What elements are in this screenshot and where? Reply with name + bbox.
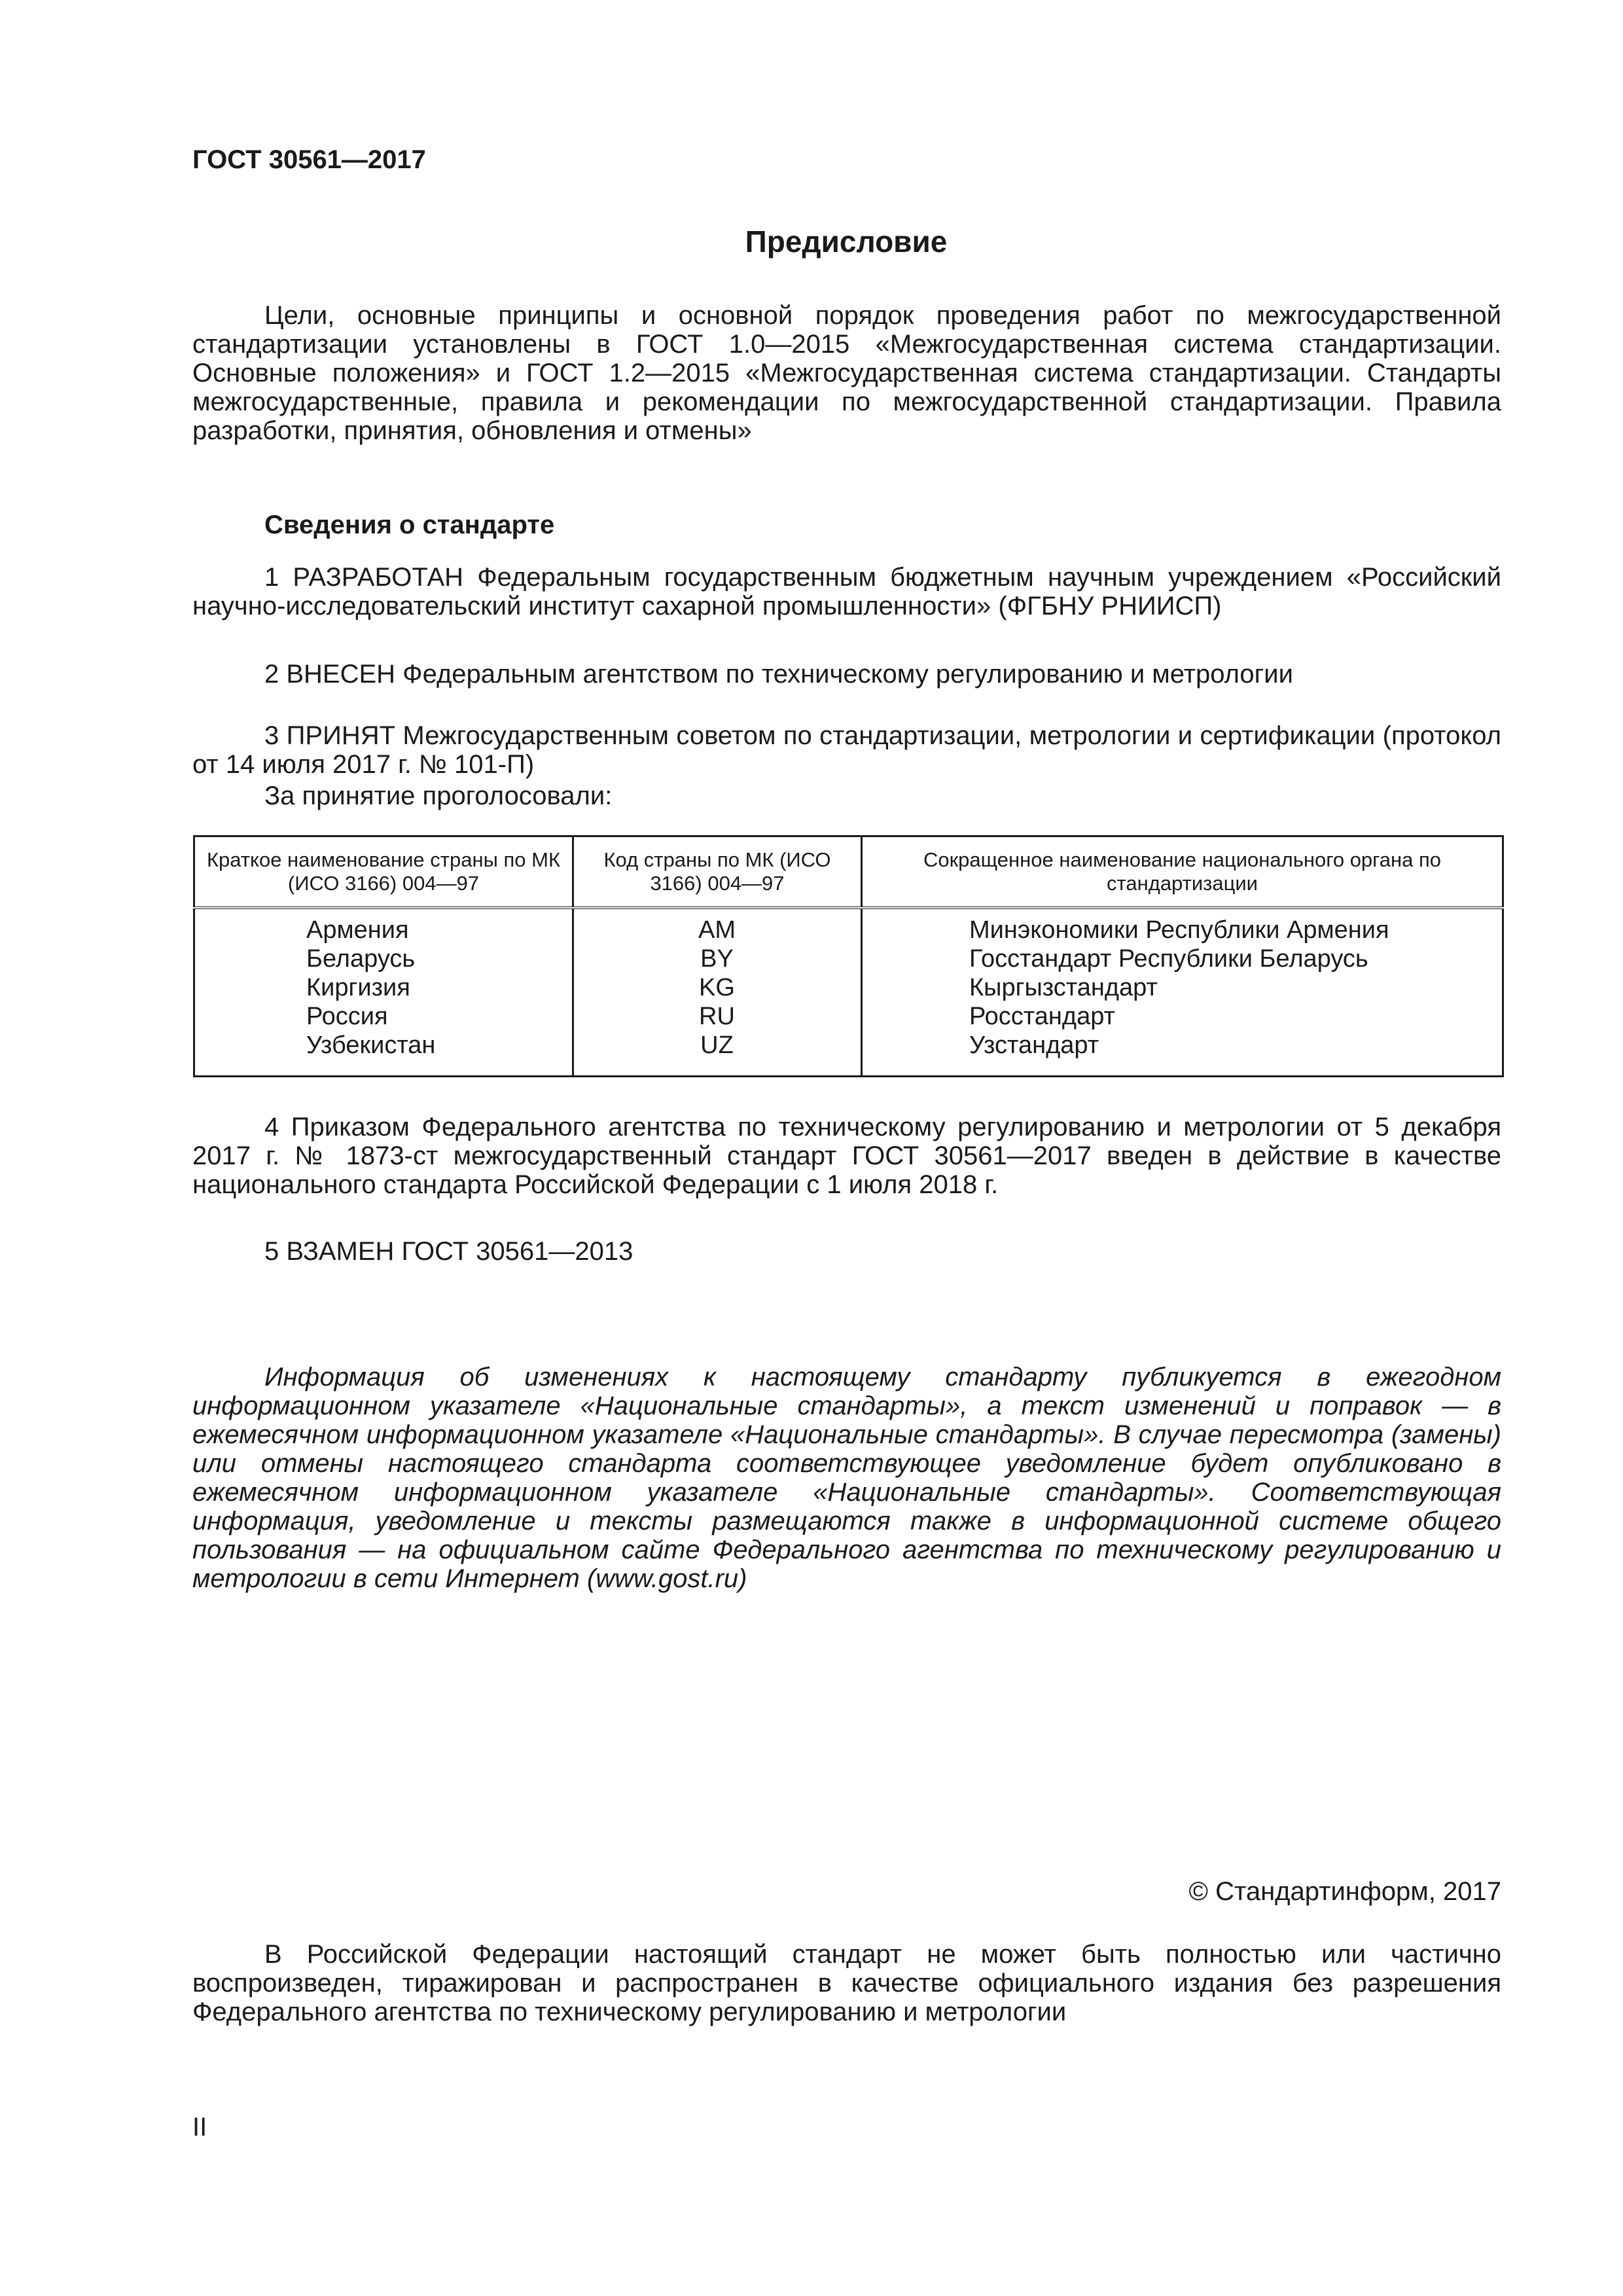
intro-paragraph: Цели, основные принципы и основной порядок проведения работ по межгосударственной стандартизации установлены в ГОСТ 1.0—2015 «Межгосударственная система стандартизации. Основные положения» и ГОСТ 1.2—2015 «Межгосударственная система стандартизации. Стандарты межгосударственные, правила и рекомендации по межгосударственной стандартизации. Правила разработки, принятия, обновления и отмены» <box>192 301 1501 445</box>
code-column <box>573 908 862 1077</box>
country-name: Армения <box>306 916 409 944</box>
standards-body: Росстандарт <box>969 1003 1115 1030</box>
document-header: ГОСТ 30561—2017 <box>192 145 426 174</box>
page-title: Предисловие <box>745 224 948 259</box>
voted-label: За принятие проголосовали: <box>264 781 613 810</box>
copyright: © Стандартинформ, 2017 <box>1188 1877 1501 1906</box>
table-header-code: Код страны по МК (ИСО 3166) 004—97 <box>573 836 862 908</box>
country-code: KG <box>699 974 735 1001</box>
item-developed: 1 РАЗРАБОТАН Федеральным государственным бюджетным научным учреждением «Российский научно-исследовательский институт сахарной промышленности» (ФГБНУ РНИИСП) <box>192 563 1501 620</box>
table-header-country: Краткое наименование страны по МК (ИСО 3166) 004—97 <box>194 836 573 908</box>
country-code: BY <box>700 945 734 973</box>
standards-body: Минэкономики Республики Армения <box>969 916 1389 944</box>
page-number: II <box>192 2113 207 2142</box>
section-heading: Сведения о стандарте <box>264 511 555 539</box>
country-code: RU <box>699 1003 735 1030</box>
standards-body: Кыргызстандарт <box>969 974 1158 1001</box>
country-name: Киргизия <box>306 974 410 1001</box>
legal-notice: В Российской Федерации настоящий стандарт не может быть полностью или частично воспроизведен, тиражирован и распространен в качестве официального издания без разрешения Федерального агентства по техническому регулированию и метрологии <box>192 1940 1501 2026</box>
country-name: Россия <box>306 1003 388 1030</box>
country-code: AM <box>698 916 736 944</box>
country-name: Узбекистан <box>306 1031 436 1059</box>
item-replaces: 5 ВЗАМЕН ГОСТ 30561—2013 <box>264 1237 633 1266</box>
item-order: 4 Приказом Федерального агентства по техническому регулированию и метрологии от 5 декабря 2017 г. № 1873-ст межгосударственный стандарт ГОСТ 30561—2017 введен в действие в качестве национального стандарта Российской Федерации с 1 июля 2018 г. <box>192 1113 1501 1199</box>
table-header-body: Сокращенное наименование национального органа по стандартизации <box>862 836 1503 908</box>
country-column <box>194 908 573 1077</box>
voting-table <box>193 835 1504 1077</box>
standards-body: Госстандарт Республики Беларусь <box>969 945 1368 973</box>
country-code: UZ <box>700 1031 734 1059</box>
country-name: Беларусь <box>306 945 416 973</box>
info-note: Информация об изменениях к настоящему стандарту публикуется в ежегодном информационном указателе «Национальные стандарты», а текст изменений и поправок — в ежемесячном информационном указателе «Национальные стандарты». В случае пересмотра (замены) или отмены настоящего стандарта соответствующее уведомление будет опубликовано в ежемесячном информационном указателе «Национальные стандарты». Соответствующая информация, уведомление и тексты размещаются также в информационной системе общего пользования — на официальном сайте Федерального агентства по техническому регулированию и метрологии в сети Интернет (www.gost.ru) <box>192 1363 1501 1593</box>
item-adopted: 3 ПРИНЯТ Межгосударственным советом по стандартизации, метрологии и сертификации (протокол от 14 июля 2017 г. № 101-П) <box>192 721 1501 779</box>
item-introduced: 2 ВНЕСЕН Федеральным агентством по техническому регулированию и метрологии <box>264 660 1293 689</box>
standards-body: Узстандарт <box>969 1031 1099 1059</box>
body-column <box>862 908 1503 1077</box>
